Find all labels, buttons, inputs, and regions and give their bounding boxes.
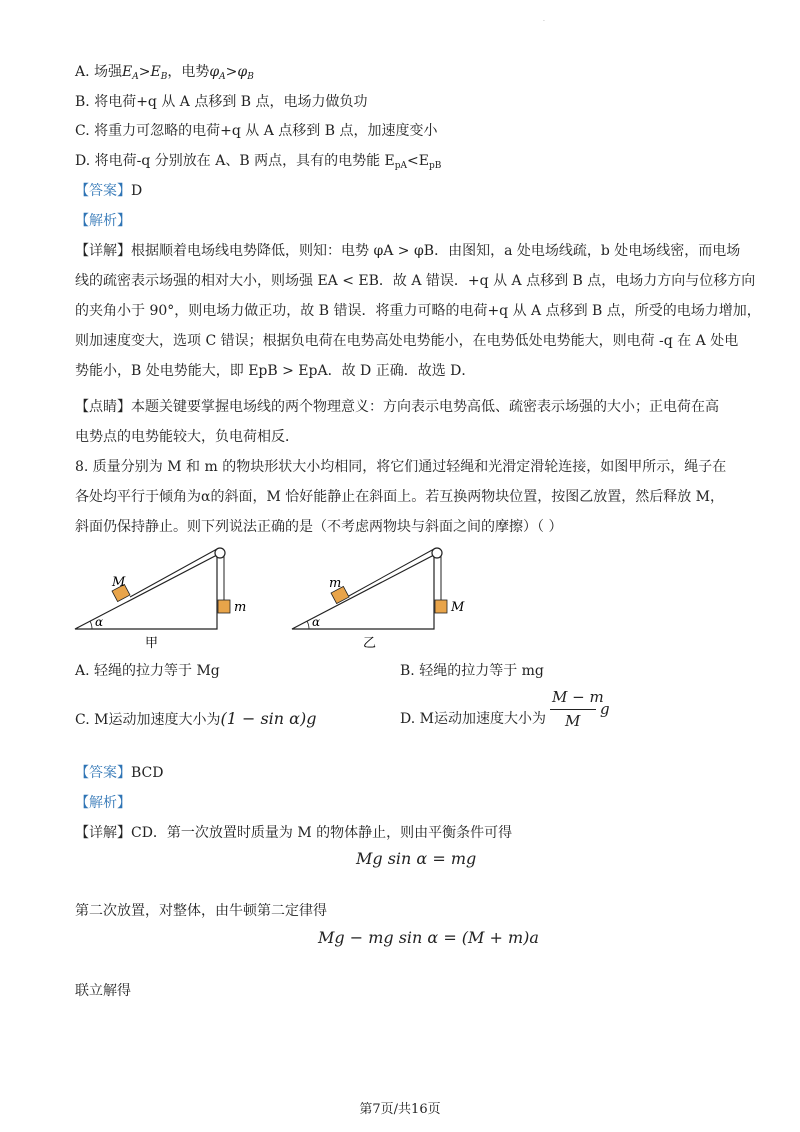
equation-2: Mg − mg sin α = (M + m)a: [318, 928, 539, 947]
option-d-numerator: M − m: [552, 688, 604, 706]
analysis-q8: [75, 793, 131, 813]
lt-sign: <E: [407, 153, 429, 169]
q8-stem-line-1: 8. 质量分别为 M 和 m 的物块形状大小均相同，将它们通过轻绳和光滑定滑轮连接，如图甲所示，绳子在: [75, 459, 727, 475]
sub-pb: pB: [428, 161, 442, 171]
comment-q7-line-2: 电势点的电势能较大，负电荷相反．: [75, 429, 299, 445]
left-slope-label: M: [112, 575, 126, 590]
diagram-left: [75, 548, 246, 651]
right-angle-label: α: [312, 615, 321, 629]
answer-value: D: [131, 183, 143, 199]
analysis-tag: 【解析】: [75, 213, 131, 229]
field-e-a: E: [122, 64, 133, 80]
option-a: [75, 62, 254, 87]
comment-text: 本题关键要掌握电场线的两个物理意义：方向表示电势高低、疏密表示场强的大小；正电荷在高: [131, 399, 719, 415]
detail-q7-line-1: [75, 241, 740, 261]
option-d: [75, 151, 441, 176]
option-b: B. 将电荷+q 从 A 点移到 B 点，电场力做负功: [75, 94, 368, 110]
detail-tag: 【详解】: [75, 243, 131, 259]
detail-tag-q8: 【详解】: [75, 825, 131, 841]
answer-q8: [75, 763, 163, 783]
sub-b2: B: [247, 72, 254, 82]
q8-option-b: B. 轻绳的拉力等于 mg: [400, 663, 544, 679]
option-d-g: g: [600, 700, 610, 718]
q8-stem-line-3: 斜面仍保持静止。则下列说法正确的是（不考虑两物块与斜面之间的摩擦）（ ）: [75, 519, 563, 535]
right-rope-incline: [347, 549, 434, 597]
answer-q7: [75, 181, 142, 201]
q8-option-d: D. M运动加速度大小为: [400, 711, 546, 727]
detail-text-q8: CD．第一次放置时质量为 M 的物体静止，则由平衡条件可得: [131, 825, 513, 841]
incline-figure: [0, 543, 800, 653]
detail-q8-line-1: [75, 823, 512, 843]
right-angle-arc: [307, 621, 309, 629]
right-hanging-label: M: [451, 600, 465, 615]
option-a-mid: ，电势: [167, 64, 210, 80]
gt-sign: >: [138, 64, 151, 80]
comment-q7-line-1: [75, 397, 719, 417]
sub-pa: pA: [394, 161, 408, 171]
left-caption: 甲: [145, 636, 159, 651]
detail-q7-line-5: 势能小，B 处电势能大，即 EpB > EpA．故 D 正确．故选 D．: [75, 363, 476, 379]
detail-q8-line-2: 第二次放置，对整体，由牛顿第二定律得: [75, 903, 327, 919]
top-mark: .: [543, 16, 545, 23]
detail-q7-line-3: 的夹角小于 90°，则电场力做正功，故 B 错误．将重力可略的电荷+q 从 A 点移到 B 点，所受的电场力增加，: [75, 303, 761, 319]
field-e-b: E: [150, 64, 161, 80]
left-hanging-label: m: [234, 600, 247, 615]
fraction-bar: [550, 709, 596, 710]
answer-tag-q8: 【答案】: [75, 765, 131, 781]
detail-q8-line-3: 联立解得: [75, 983, 131, 999]
q8-stem-line-2: 各处均平行于倾角为α的斜面，M 恰好能静止在斜面上。若互换两物块位置，按图乙放置，然后释放 M，: [75, 489, 725, 505]
sub-a2: A: [219, 72, 226, 82]
answer-tag: 【答案】: [75, 183, 131, 199]
detail-text: 根据顺着电场线电势降低，则知：电势 φA > φB．由图知，a 处电场线疏，b 处电场线密，而电场: [131, 243, 741, 259]
option-c: C. 将重力可忽略的电荷+q 从 A 点移到 B 点，加速度变小: [75, 123, 438, 139]
left-angle-label: α: [95, 615, 104, 629]
option-c-expr: (1 − sin α)g: [220, 709, 317, 728]
option-c-text: C. M运动加速度大小为: [75, 712, 221, 728]
right-block-hanging: [435, 600, 447, 613]
right-slope-label: m: [329, 576, 342, 591]
q8-option-c: [75, 709, 316, 730]
option-a-prefix: A. 场强: [75, 64, 123, 80]
option-d-denominator: M: [565, 712, 581, 730]
detail-q7-line-4: 则加速度变大，选项 C 错误；根据负电荷在电势高处电势能小，在电势低处电势能大，则电荷 -q 在 A 处电: [75, 333, 739, 349]
diagram-right: [292, 548, 465, 651]
phi-b: φ: [237, 64, 248, 80]
left-pulley-icon: [215, 548, 225, 558]
sub-b: B: [160, 72, 168, 82]
q8-option-a: A. 轻绳的拉力等于 Mg: [75, 663, 220, 679]
left-rope-incline: [130, 549, 217, 597]
phi-a: φ: [209, 64, 220, 80]
answer-value-q8: BCD: [131, 765, 164, 781]
analysis-q7: [75, 211, 131, 231]
left-block-hanging: [218, 600, 230, 613]
page-footer: 第7页/共16页: [359, 1102, 441, 1117]
equation-1: Mg sin α = mg: [356, 849, 477, 868]
detail-q7-line-2: 线的疏密表示场强的相对大小，则场强 EA < EB．故 A 错误．+q 从 A 点移到 B 点，电场力方向与位移方向: [75, 273, 756, 289]
analysis-tag-q8: 【解析】: [75, 795, 131, 811]
sub-a: A: [132, 72, 139, 82]
right-pulley-icon: [432, 548, 442, 558]
comment-tag: 【点睛】: [75, 399, 131, 415]
gt-sign-2: >: [225, 64, 238, 80]
left-angle-arc: [90, 621, 92, 629]
option-d-text: D. 将电荷-q 分别放在 A、B 两点，具有的电势能 E: [75, 153, 395, 169]
right-caption: 乙: [363, 636, 377, 651]
